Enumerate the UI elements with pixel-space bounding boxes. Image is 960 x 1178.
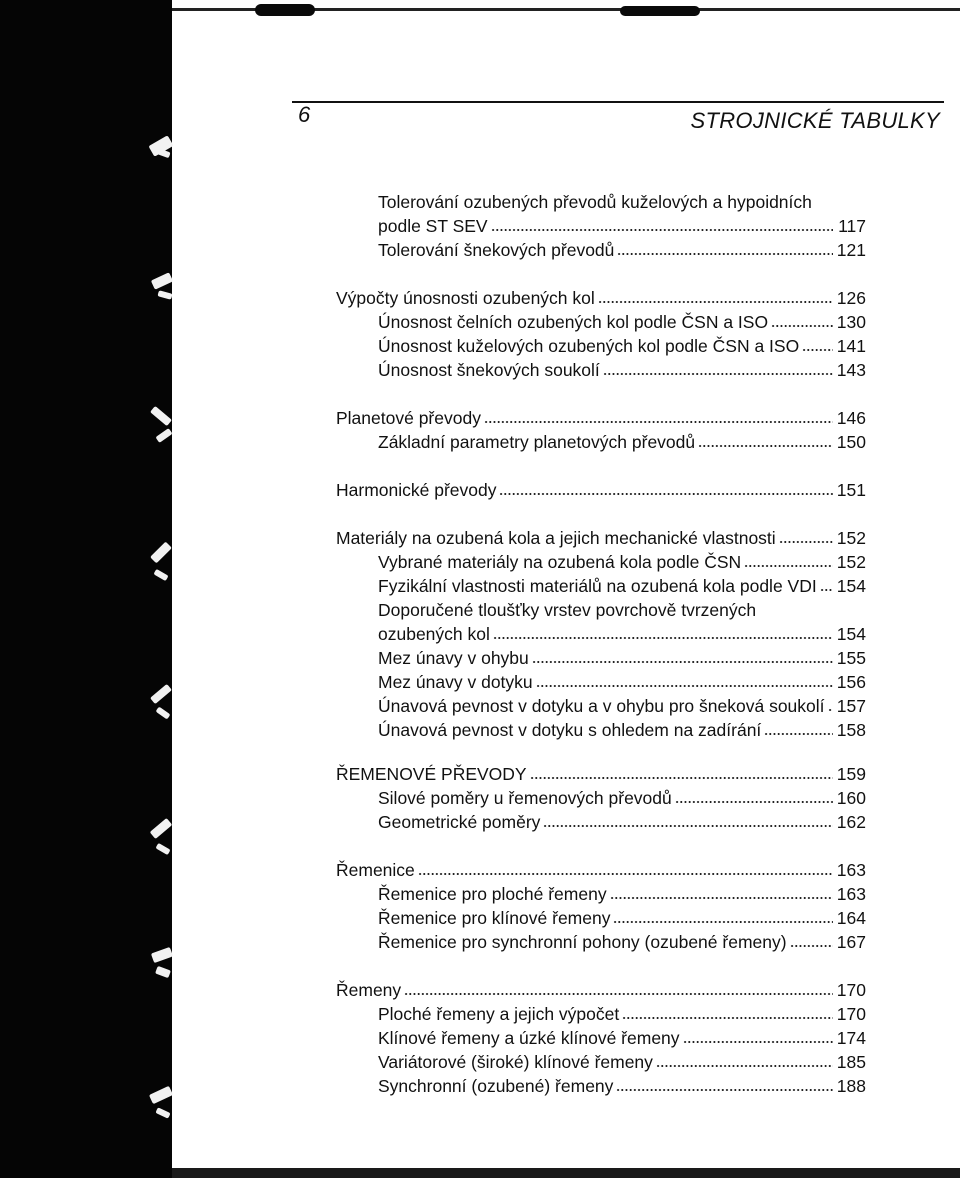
- toc-entry-page: 121: [836, 240, 866, 260]
- toc-entry-page: 156: [836, 672, 866, 692]
- toc-entry: [378, 574, 866, 598]
- toc-entry-title: Geometrické poměry: [378, 812, 541, 832]
- toc-entry-title: Řemeny: [336, 980, 402, 1000]
- toc-entry-title: ozubených kol: [378, 624, 490, 644]
- toc-entry-title: Klínové řemeny a úzké klínové řemeny: [378, 1028, 680, 1048]
- toc-entry: [336, 406, 866, 430]
- toc-dot-leader: [404, 978, 833, 996]
- toc-entry-page: 146: [836, 408, 866, 428]
- toc-entry: [378, 646, 866, 670]
- toc-entry: [378, 1002, 866, 1026]
- toc-entry-title: Fyzikální vlastnosti materiálů na ozubená kola podle VDI: [378, 576, 817, 596]
- toc-dot-leader: [744, 550, 833, 568]
- toc-entry-title: ŘEMENOVÉ PŘEVODY: [336, 764, 527, 784]
- toc-dot-leader: [484, 406, 833, 424]
- toc-entry: [378, 1074, 866, 1098]
- toc-dot-leader: [536, 670, 833, 688]
- toc-entry-title: Synchronní (ozubené) řemeny: [378, 1076, 614, 1096]
- toc-entry-page: 151: [836, 480, 866, 500]
- toc-entry-page: 170: [836, 1004, 866, 1024]
- toc-entry: [378, 214, 866, 238]
- toc-entry-title: Únavová pevnost v dotyku a v ohybu pro šneková soukolí: [378, 696, 825, 716]
- toc-dot-leader: [491, 214, 833, 232]
- toc-entry-page: 188: [836, 1076, 866, 1096]
- toc-entry-page: 163: [836, 884, 866, 904]
- toc-entry: [336, 526, 866, 550]
- toc-entry-title: Tolerování ozubených převodů kuželových a hypoidních: [378, 192, 812, 212]
- spine-artifact: [150, 684, 172, 704]
- spine-artifact: [155, 843, 170, 855]
- scan-artifact-bottom: [172, 1168, 960, 1178]
- toc-dot-leader: [656, 1050, 833, 1068]
- spine-artifact: [156, 707, 171, 720]
- scan-artifact-top: [255, 4, 315, 16]
- toc-entry: [378, 238, 866, 262]
- toc-entry: [336, 478, 866, 502]
- toc-dot-leader: [820, 574, 833, 592]
- toc-dot-leader: [779, 526, 833, 544]
- spine-artifact: [155, 966, 171, 978]
- toc-dot-leader: [603, 358, 833, 376]
- toc-entry-title: Únosnost čelních ozubených kol podle ČSN a ISO: [378, 312, 769, 332]
- spine-artifact: [150, 542, 172, 564]
- toc-entry-title: Mez únavy v ohybu: [378, 648, 529, 668]
- toc-entry: [378, 1026, 866, 1050]
- toc-entry-page: 162: [836, 812, 866, 832]
- toc-entry: [378, 430, 866, 454]
- toc-entry-page: 157: [836, 696, 866, 716]
- toc-entry-title: Řemenice pro ploché řemeny: [378, 884, 607, 904]
- toc-dot-leader: [802, 334, 833, 352]
- toc-dot-leader: [543, 810, 833, 828]
- toc-entry-page: 164: [836, 908, 866, 928]
- toc-entry-title: Doporučené tloušťky vrstev povrchově tvrzených: [378, 600, 757, 620]
- toc-dot-leader: [828, 694, 833, 712]
- toc-entry: [378, 718, 866, 742]
- toc-entry: [378, 598, 866, 622]
- scan-artifact-top: [620, 6, 700, 16]
- toc-dot-leader: [675, 786, 833, 804]
- toc-entry: [378, 334, 866, 358]
- toc-entry-title: Harmonické převody: [336, 480, 497, 500]
- toc-entry-page: 160: [836, 788, 866, 808]
- toc-entry-title: Mez únavy v dotyku: [378, 672, 533, 692]
- toc-entry: [378, 190, 866, 214]
- toc-entry: [336, 978, 866, 1002]
- toc-entry: [378, 310, 866, 334]
- toc-entry-page: 143: [836, 360, 866, 380]
- toc-entry-title: Únavová pevnost v dotyku s ohledem na zadírání: [378, 720, 762, 740]
- page-number: 6: [298, 102, 311, 127]
- toc-entry-page: 185: [836, 1052, 866, 1072]
- toc-entry: [378, 882, 866, 906]
- toc-entry-page: 170: [836, 980, 866, 1000]
- toc-entry-page: 130: [836, 312, 866, 332]
- toc-dot-leader: [764, 718, 833, 736]
- toc-entry-title: Planetové převody: [336, 408, 481, 428]
- header-rule: [292, 101, 944, 103]
- toc-dot-leader: [530, 762, 833, 780]
- toc-entry: [378, 670, 866, 694]
- toc-entry-title: Materiály na ozubená kola a jejich mechanické vlastnosti: [336, 528, 776, 548]
- spine-artifact: [151, 947, 173, 963]
- toc-entry-page: 154: [836, 576, 866, 596]
- toc-entry-page: 117: [838, 216, 866, 236]
- toc-dot-leader: [683, 1026, 833, 1044]
- spine-artifact: [151, 272, 173, 290]
- toc-entry: [378, 810, 866, 834]
- toc-entry: [336, 858, 866, 882]
- spine-artifact: [155, 428, 172, 443]
- toc-entry: [378, 622, 866, 646]
- toc-entry-title: Únosnost kuželových ozubených kol podle ČSN a ISO: [378, 336, 800, 356]
- toc-entry: [378, 786, 866, 810]
- toc-entry-page: 152: [836, 528, 866, 548]
- toc-dot-leader: [532, 646, 833, 664]
- spine-artifact: [155, 1107, 170, 1118]
- toc-entry-title: Tolerování šnekových převodů: [378, 240, 615, 260]
- spine-artifact: [150, 406, 172, 426]
- toc-entry-title: Ploché řemeny a jejich výpočet: [378, 1004, 620, 1024]
- spine-artifact: [157, 290, 172, 299]
- toc-dot-leader: [616, 1074, 833, 1092]
- toc-dot-leader: [622, 1002, 833, 1020]
- toc-entry: [378, 694, 866, 718]
- toc-entry: [378, 1050, 866, 1074]
- toc-entry-page: 150: [836, 432, 866, 452]
- toc-entry-title: Řemenice pro klínové řemeny: [378, 908, 611, 928]
- toc-entry: [378, 358, 866, 382]
- toc-dot-leader: [617, 238, 833, 256]
- toc-dot-leader: [493, 622, 833, 640]
- toc-entry-page: 155: [836, 648, 866, 668]
- spine-artifact: [150, 818, 173, 839]
- toc-entry-title: Základní parametry planetových převodů: [378, 432, 696, 452]
- toc-entry-title: Řemenice pro synchronní pohony (ozubené řemeny): [378, 932, 787, 952]
- running-title: STROJNICKÉ TABULKY: [690, 108, 940, 133]
- toc-dot-leader: [613, 906, 833, 924]
- toc-dot-leader: [698, 430, 833, 448]
- toc-entry-title: Únosnost šnekových soukolí: [378, 360, 600, 380]
- toc-entry-title: Silové poměry u řemenových převodů: [378, 788, 672, 808]
- toc-entry: [378, 550, 866, 574]
- toc-entry-page: 141: [836, 336, 866, 356]
- toc-dot-leader: [598, 286, 833, 304]
- toc-entry-title: podle ST SEV: [378, 216, 488, 236]
- toc-entry-page: 163: [836, 860, 866, 880]
- toc-dot-leader: [771, 310, 833, 328]
- toc-dot-leader: [610, 882, 833, 900]
- toc-dot-leader: [418, 858, 833, 876]
- toc-entry: [336, 762, 866, 786]
- spine-artifact: [153, 569, 168, 581]
- toc-entry-title: Řemenice: [336, 860, 415, 880]
- toc-entry-page: 174: [836, 1028, 866, 1048]
- toc-entry-title: Výpočty únosnosti ozubených kol: [336, 288, 595, 308]
- toc-entry-title: Variátorové (široké) klínové řemeny: [378, 1052, 653, 1072]
- toc-dot-leader: [499, 478, 833, 496]
- spine-artifact: [149, 1086, 173, 1104]
- scanned-spine: [0, 0, 172, 1178]
- toc-entry: [378, 906, 866, 930]
- toc-entry-page: 154: [836, 624, 866, 644]
- toc-dot-leader: [790, 930, 833, 948]
- spine-artifact: [155, 148, 170, 158]
- toc-entry-title: Vybrané materiály na ozubená kola podle ČSN: [378, 552, 742, 572]
- toc-entry: [378, 930, 866, 954]
- toc-entry: [336, 286, 866, 310]
- toc-entry-page: 126: [836, 288, 866, 308]
- toc-entry-page: 167: [836, 932, 866, 952]
- toc-entry-page: 159: [836, 764, 866, 784]
- toc-entry-page: 158: [836, 720, 866, 740]
- toc-entry-page: 152: [836, 552, 866, 572]
